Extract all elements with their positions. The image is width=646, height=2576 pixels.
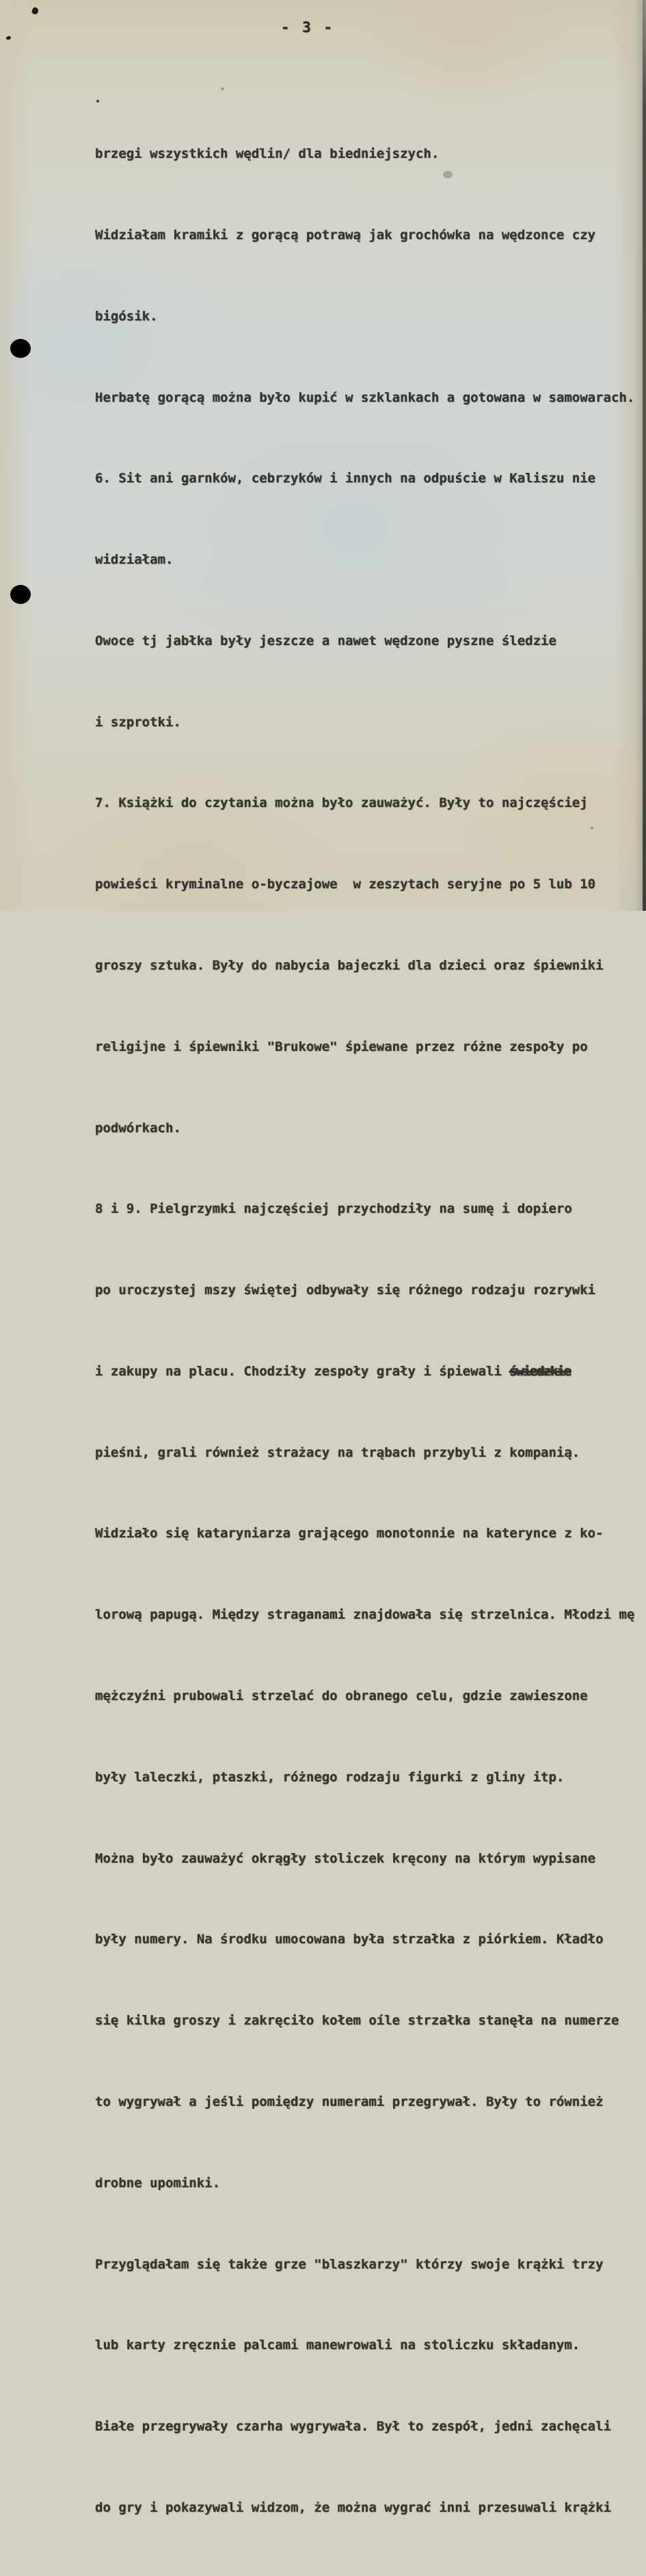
typed-line: do gry i pokazywali widzom, że można wygrać inni przesuwali krążki <box>95 2499 611 2515</box>
typed-line: lub karty zręcznie palcami manewrowali na stoliczku składanym. <box>95 2338 580 2353</box>
typed-line: powieści kryminalne o-byczajowe w zeszytach seryjne po 5 lub 10 <box>95 877 596 892</box>
typed-line: Herbatę gorącą można było kupić w szklankach a gotowana w samowarach. <box>95 389 635 405</box>
punch-hole-top <box>10 339 31 358</box>
paper-speck <box>5 36 11 40</box>
typed-line: 6. Sit ani garnków, cebrzyków i innych na odpuście w Kaliszu nie <box>95 471 596 487</box>
typed-line: Widziałam kramiki z gorącą potrawą jak grochówka na wędzonce czy <box>95 227 596 243</box>
typed-line: religijne i śpiewniki "Brukowe" śpiewane przez różne zespoły po <box>95 1039 588 1054</box>
typed-line: były laleczki, ptaszki, różnego rodzaju figurki z gliny itp. <box>95 1769 565 1785</box>
typed-line: 7. Książki do czytania można było zauważyć. Były to najczęściej <box>95 795 588 811</box>
typed-line: groszy sztuka. Były do nabycia bajeczki dla dzieci oraz śpiewniki <box>95 958 604 973</box>
typed-line: brzegi wszystkich wędlin/ dla biedniejszych. <box>95 146 440 162</box>
typed-line: się kilka groszy i zakręciło kołem oíle strzałka stanęła na numerze <box>95 2013 619 2029</box>
typed-line: to wygrywał a jeśli pomiędzy numerami przegrywał. Były to również <box>95 2094 604 2109</box>
typed-line: Przyglądałam się także grze "blaszkarzy" którzy swoje krążki trzy <box>95 2256 604 2272</box>
typed-text-block <box>95 87 646 2576</box>
typed-line: mężczyźni prubowali strzelać do obranego celu, gdzie zawieszone <box>95 1688 588 1704</box>
typed-line: lorową papugą. Między straganami znajdowała się strzelnica. Młodzi mę <box>95 1607 635 1623</box>
typed-line: bigósik. <box>95 308 158 324</box>
typed-line: drobne upominki. <box>95 2175 221 2191</box>
typed-line: Białe przegrywały czarha wygrywała. Był to zespół, jedni zachęcali <box>95 2419 611 2435</box>
typed-line: Owoce tj jabłka były jeszcze a nawet wędzone pyszne śledzie <box>95 633 556 648</box>
paper-speck <box>31 7 39 16</box>
page-number: - 3 - <box>280 19 335 36</box>
typed-line: Można było zauważyć okrągły stoliczek kręcony na którym wypisane <box>95 1850 596 1866</box>
typed-line: były numery. Na środku umocowana była strzałka z piórkiem. Kładło <box>95 1932 604 1947</box>
typed-line: po uroczystej mszy świętej odbywały się różnego rodzaju rozrywki <box>95 1283 596 1298</box>
typed-line: widziałam. <box>95 552 174 568</box>
typed-line: Widziało się kataryniarza grającego monotonnie na katerynce z ko- <box>95 1526 604 1542</box>
typed-line: 8 i 9. Pielgrzymki najczęściej przychodziły na sumę i dopiero <box>95 1201 572 1217</box>
typed-line-text: i zakupy na placu. Chodziły zespoły grały i śpiewali <box>95 1363 502 1379</box>
struck-out-word: świedzkie <box>509 1363 571 1379</box>
punch-hole-bottom <box>10 585 31 604</box>
typed-line: pieśni, grali również strażacy na trąbach przybyli z kompanią. <box>95 1444 580 1460</box>
typed-line-with-strikeout <box>95 1358 646 1386</box>
typed-line: i szprotki. <box>95 714 181 730</box>
typed-line: podwórkach. <box>95 1120 181 1136</box>
